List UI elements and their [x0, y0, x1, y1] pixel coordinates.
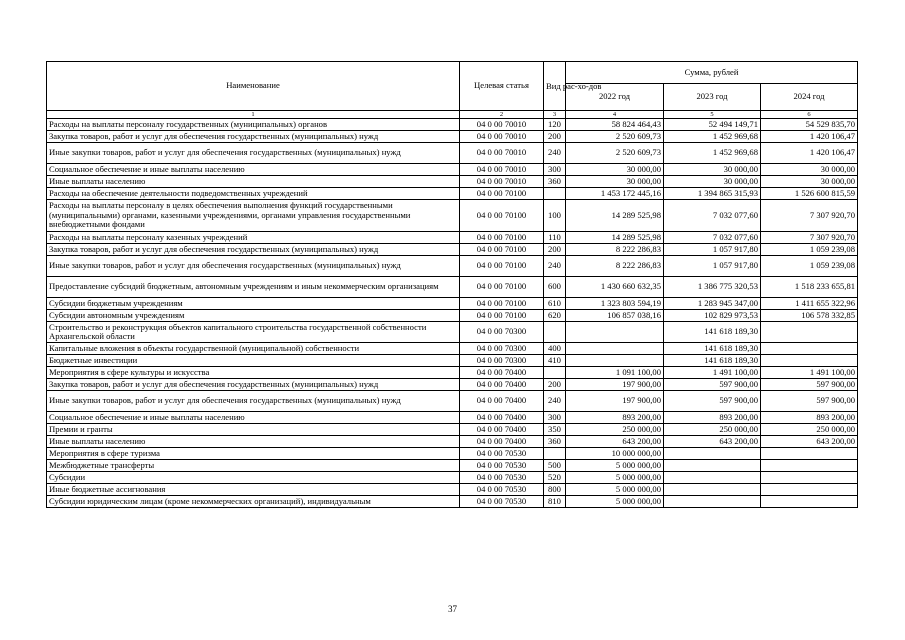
- row-amount-2024: 7 307 920,70: [761, 232, 858, 244]
- row-amount-2024: 1 526 600 815,59: [761, 188, 858, 200]
- table-row: [47, 176, 858, 188]
- header-name: Наименование: [47, 62, 460, 111]
- row-amount-2023: 7 032 077,60: [664, 200, 761, 232]
- row-amount-2024: 1 491 100,00: [761, 367, 858, 379]
- row-expense-type: 200: [544, 131, 566, 143]
- header-expense-type: Вид рас-хо-дов: [544, 62, 566, 111]
- row-target-article: 04 0 00 70400: [460, 379, 544, 391]
- column-number: 5: [664, 111, 761, 119]
- row-name: Субсидии автономным учреждениям: [47, 310, 460, 322]
- row-amount-2022: [566, 343, 664, 355]
- row-amount-2022: [566, 355, 664, 367]
- row-expense-type: [544, 188, 566, 200]
- table-row: [47, 496, 858, 508]
- row-target-article: 04 0 00 70100: [460, 310, 544, 322]
- row-target-article: 04 0 00 70400: [460, 436, 544, 448]
- row-amount-2023: 1 386 775 320,53: [664, 277, 761, 298]
- row-target-article: 04 0 00 70400: [460, 391, 544, 412]
- row-expense-type: 300: [544, 412, 566, 424]
- row-target-article: 04 0 00 70100: [460, 232, 544, 244]
- row-expense-type: 200: [544, 244, 566, 256]
- row-expense-type: [544, 367, 566, 379]
- row-name: Строительство и реконструкция объектов капитального строительства государственной собственности Архангельской области: [47, 322, 460, 343]
- row-amount-2022: 58 824 464,43: [566, 119, 664, 131]
- row-amount-2024: 7 307 920,70: [761, 200, 858, 232]
- row-amount-2023: 102 829 973,53: [664, 310, 761, 322]
- row-amount-2023: 643 200,00: [664, 436, 761, 448]
- row-amount-2024: 1 420 106,47: [761, 143, 858, 164]
- row-amount-2022: 893 200,00: [566, 412, 664, 424]
- table-row: [47, 367, 858, 379]
- row-amount-2023: [664, 448, 761, 460]
- row-amount-2023: [664, 484, 761, 496]
- table-row: [47, 277, 858, 298]
- table-row: [47, 310, 858, 322]
- row-amount-2024: 597 900,00: [761, 391, 858, 412]
- row-amount-2023: 30 000,00: [664, 164, 761, 176]
- table-row: [47, 484, 858, 496]
- row-name: Мероприятия в сфере туризма: [47, 448, 460, 460]
- row-expense-type: 120: [544, 119, 566, 131]
- table-row: [47, 298, 858, 310]
- row-amount-2024: 1 411 655 322,96: [761, 298, 858, 310]
- column-number: 6: [761, 111, 858, 119]
- row-target-article: 04 0 00 70530: [460, 484, 544, 496]
- column-number: 4: [566, 111, 664, 119]
- row-name: Закупка товаров, работ и услуг для обеспечения государственных (муниципальных) нужд: [47, 131, 460, 143]
- table-row: [47, 244, 858, 256]
- row-amount-2022: 643 200,00: [566, 436, 664, 448]
- row-expense-type: 800: [544, 484, 566, 496]
- row-name: Субсидии юридическим лицам (кроме некоммерческих организаций), индивидуальным: [47, 496, 460, 508]
- row-amount-2022: [566, 322, 664, 343]
- table-row: [47, 322, 858, 343]
- row-amount-2022: 10 000 000,00: [566, 448, 664, 460]
- row-expense-type: 500: [544, 460, 566, 472]
- table-row: [47, 424, 858, 436]
- table-row: [47, 131, 858, 143]
- table-row: [47, 412, 858, 424]
- row-expense-type: 360: [544, 436, 566, 448]
- row-target-article: 04 0 00 70100: [460, 188, 544, 200]
- row-amount-2023: 30 000,00: [664, 176, 761, 188]
- row-expense-type: 300: [544, 164, 566, 176]
- row-amount-2022: 5 000 000,00: [566, 484, 664, 496]
- row-expense-type: 610: [544, 298, 566, 310]
- row-target-article: 04 0 00 70300: [460, 322, 544, 343]
- row-expense-type: 240: [544, 256, 566, 277]
- row-name: Иные бюджетные ассигнования: [47, 484, 460, 496]
- row-target-article: 04 0 00 70010: [460, 119, 544, 131]
- row-amount-2022: 1 430 660 632,35: [566, 277, 664, 298]
- row-amount-2022: 5 000 000,00: [566, 472, 664, 484]
- row-expense-type: 810: [544, 496, 566, 508]
- row-amount-2024: [761, 448, 858, 460]
- row-amount-2022: 14 289 525,98: [566, 232, 664, 244]
- row-name: Закупка товаров, работ и услуг для обеспечения государственных (муниципальных) нужд: [47, 244, 460, 256]
- row-amount-2023: 1 057 917,80: [664, 256, 761, 277]
- row-amount-2023: 250 000,00: [664, 424, 761, 436]
- row-amount-2024: 1 059 239,08: [761, 256, 858, 277]
- row-name: Иные закупки товаров, работ и услуг для обеспечения государственных (муниципальных) нужд: [47, 391, 460, 412]
- row-target-article: 04 0 00 70400: [460, 412, 544, 424]
- row-target-article: 04 0 00 70100: [460, 200, 544, 232]
- row-target-article: 04 0 00 70530: [460, 448, 544, 460]
- row-expense-type: 240: [544, 391, 566, 412]
- table-row: [47, 188, 858, 200]
- row-expense-type: 240: [544, 143, 566, 164]
- row-amount-2022: 5 000 000,00: [566, 460, 664, 472]
- row-amount-2022: 14 289 525,98: [566, 200, 664, 232]
- row-target-article: 04 0 00 70100: [460, 256, 544, 277]
- table-row: [47, 256, 858, 277]
- row-amount-2024: 643 200,00: [761, 436, 858, 448]
- row-amount-2022: 1 453 172 445,16: [566, 188, 664, 200]
- row-target-article: 04 0 00 70530: [460, 496, 544, 508]
- row-name: Бюджетные инвестиции: [47, 355, 460, 367]
- row-expense-type: 110: [544, 232, 566, 244]
- row-name: Мероприятия в сфере культуры и искусства: [47, 367, 460, 379]
- row-amount-2023: 597 900,00: [664, 379, 761, 391]
- column-number: 2: [460, 111, 544, 119]
- row-name: Расходы на выплаты персоналу государственных (муниципальных) органов: [47, 119, 460, 131]
- row-target-article: 04 0 00 70100: [460, 298, 544, 310]
- row-target-article: 04 0 00 70010: [460, 164, 544, 176]
- header-sum: Сумма, рублей: [566, 62, 858, 84]
- row-amount-2023: 1 452 969,68: [664, 131, 761, 143]
- row-amount-2024: 1 059 239,08: [761, 244, 858, 256]
- table-row: [47, 232, 858, 244]
- row-amount-2022: 5 000 000,00: [566, 496, 664, 508]
- table-row: [47, 460, 858, 472]
- page-number: 37: [448, 604, 457, 614]
- row-amount-2023: 597 900,00: [664, 391, 761, 412]
- row-amount-2024: 1 518 233 655,81: [761, 277, 858, 298]
- row-amount-2022: 2 520 609,73: [566, 131, 664, 143]
- row-name: Субсидии бюджетным учреждениям: [47, 298, 460, 310]
- row-amount-2023: 893 200,00: [664, 412, 761, 424]
- row-amount-2023: 1 283 945 347,00: [664, 298, 761, 310]
- row-expense-type: 350: [544, 424, 566, 436]
- row-name: Иные закупки товаров, работ и услуг для обеспечения государственных (муниципальных) нужд: [47, 256, 460, 277]
- row-name: Иные закупки товаров, работ и услуг для обеспечения государственных (муниципальных) нужд: [47, 143, 460, 164]
- row-amount-2022: 250 000,00: [566, 424, 664, 436]
- row-amount-2022: 1 091 100,00: [566, 367, 664, 379]
- row-target-article: 04 0 00 70010: [460, 176, 544, 188]
- row-expense-type: 600: [544, 277, 566, 298]
- table-row: [47, 355, 858, 367]
- row-amount-2022: 8 222 286,83: [566, 244, 664, 256]
- table-body: [47, 119, 858, 508]
- row-amount-2024: 1 420 106,47: [761, 131, 858, 143]
- row-amount-2023: 1 394 865 315,93: [664, 188, 761, 200]
- table-row: [47, 448, 858, 460]
- row-amount-2024: [761, 496, 858, 508]
- table-row: [47, 119, 858, 131]
- row-name: Закупка товаров, работ и услуг для обеспечения государственных (муниципальных) нужд: [47, 379, 460, 391]
- row-amount-2023: 7 032 077,60: [664, 232, 761, 244]
- row-target-article: 04 0 00 70100: [460, 244, 544, 256]
- row-expense-type: 400: [544, 343, 566, 355]
- row-target-article: 04 0 00 70300: [460, 355, 544, 367]
- row-amount-2024: [761, 472, 858, 484]
- row-amount-2024: 30 000,00: [761, 176, 858, 188]
- row-amount-2024: 250 000,00: [761, 424, 858, 436]
- row-target-article: 04 0 00 70100: [460, 277, 544, 298]
- row-amount-2023: 52 494 149,71: [664, 119, 761, 131]
- column-number-row: [47, 111, 858, 119]
- table-row: [47, 164, 858, 176]
- row-target-article: 04 0 00 70010: [460, 131, 544, 143]
- row-amount-2024: 597 900,00: [761, 379, 858, 391]
- row-name: Социальное обеспечение и иные выплаты населению: [47, 412, 460, 424]
- row-amount-2022: 2 520 609,73: [566, 143, 664, 164]
- row-name: Расходы на обеспечение деятельности подведомственных учреждений: [47, 188, 460, 200]
- row-target-article: 04 0 00 70010: [460, 143, 544, 164]
- row-amount-2023: 1 452 969,68: [664, 143, 761, 164]
- row-amount-2024: [761, 343, 858, 355]
- table-row: [47, 436, 858, 448]
- row-name: Межбюджетные трансферты: [47, 460, 460, 472]
- table-row: [47, 343, 858, 355]
- row-amount-2022: 197 900,00: [566, 391, 664, 412]
- row-amount-2023: 141 618 189,30: [664, 343, 761, 355]
- row-expense-type: 520: [544, 472, 566, 484]
- row-amount-2024: [761, 484, 858, 496]
- row-amount-2022: 197 900,00: [566, 379, 664, 391]
- row-name: Иные выплаты населению: [47, 436, 460, 448]
- row-amount-2023: 141 618 189,30: [664, 322, 761, 343]
- row-amount-2023: 1 057 917,80: [664, 244, 761, 256]
- row-name: Иные выплаты населению: [47, 176, 460, 188]
- table-row: [47, 200, 858, 232]
- row-expense-type: 100: [544, 200, 566, 232]
- row-amount-2022: 30 000,00: [566, 176, 664, 188]
- row-amount-2022: 106 857 038,16: [566, 310, 664, 322]
- table-row: [47, 143, 858, 164]
- row-amount-2024: 54 529 835,70: [761, 119, 858, 131]
- row-name: Субсидии: [47, 472, 460, 484]
- row-expense-type: 360: [544, 176, 566, 188]
- row-expense-type: 620: [544, 310, 566, 322]
- row-amount-2023: 1 491 100,00: [664, 367, 761, 379]
- table-row: [47, 391, 858, 412]
- row-name: Социальное обеспечение и иные выплаты населению: [47, 164, 460, 176]
- row-amount-2024: [761, 322, 858, 343]
- column-number: 1: [47, 111, 460, 119]
- row-name: Капитальные вложения в объекты государственной (муниципальной) собственности: [47, 343, 460, 355]
- row-expense-type: 200: [544, 379, 566, 391]
- budget-table: [46, 61, 858, 508]
- row-target-article: 04 0 00 70400: [460, 367, 544, 379]
- row-amount-2022: 30 000,00: [566, 164, 664, 176]
- row-amount-2024: 106 578 332,85: [761, 310, 858, 322]
- row-amount-2024: [761, 460, 858, 472]
- row-amount-2023: [664, 472, 761, 484]
- row-amount-2024: [761, 355, 858, 367]
- header-year-2022: 2022 год: [566, 84, 664, 111]
- table-row: [47, 472, 858, 484]
- row-name: Расходы на выплаты персоналу в целях обеспечения выполнения функций государственными (муниципальными) органами, казенными учреждениями, органами управления государственными внебюджетными фондами: [47, 200, 460, 232]
- column-number: 3: [544, 111, 566, 119]
- row-expense-type: 410: [544, 355, 566, 367]
- row-target-article: 04 0 00 70530: [460, 460, 544, 472]
- row-expense-type: [544, 322, 566, 343]
- row-amount-2023: [664, 460, 761, 472]
- row-name: Расходы на выплаты персоналу казенных учреждений: [47, 232, 460, 244]
- header-year-2023: 2023 год: [664, 84, 761, 111]
- row-amount-2023: [664, 496, 761, 508]
- table-row: [47, 379, 858, 391]
- row-amount-2022: 8 222 286,83: [566, 256, 664, 277]
- row-amount-2022: 1 323 803 594,19: [566, 298, 664, 310]
- row-expense-type: [544, 448, 566, 460]
- row-target-article: 04 0 00 70530: [460, 472, 544, 484]
- row-amount-2024: 30 000,00: [761, 164, 858, 176]
- row-amount-2024: 893 200,00: [761, 412, 858, 424]
- row-amount-2023: 141 618 189,30: [664, 355, 761, 367]
- row-name: Премии и гранты: [47, 424, 460, 436]
- row-target-article: 04 0 00 70400: [460, 424, 544, 436]
- header-target-article: Целевая статья: [460, 62, 544, 111]
- row-target-article: 04 0 00 70300: [460, 343, 544, 355]
- row-name: Предоставление субсидий бюджетным, автономным учреждениям и иным некоммерческим организациям: [47, 277, 460, 298]
- header-year-2024: 2024 год: [761, 84, 858, 111]
